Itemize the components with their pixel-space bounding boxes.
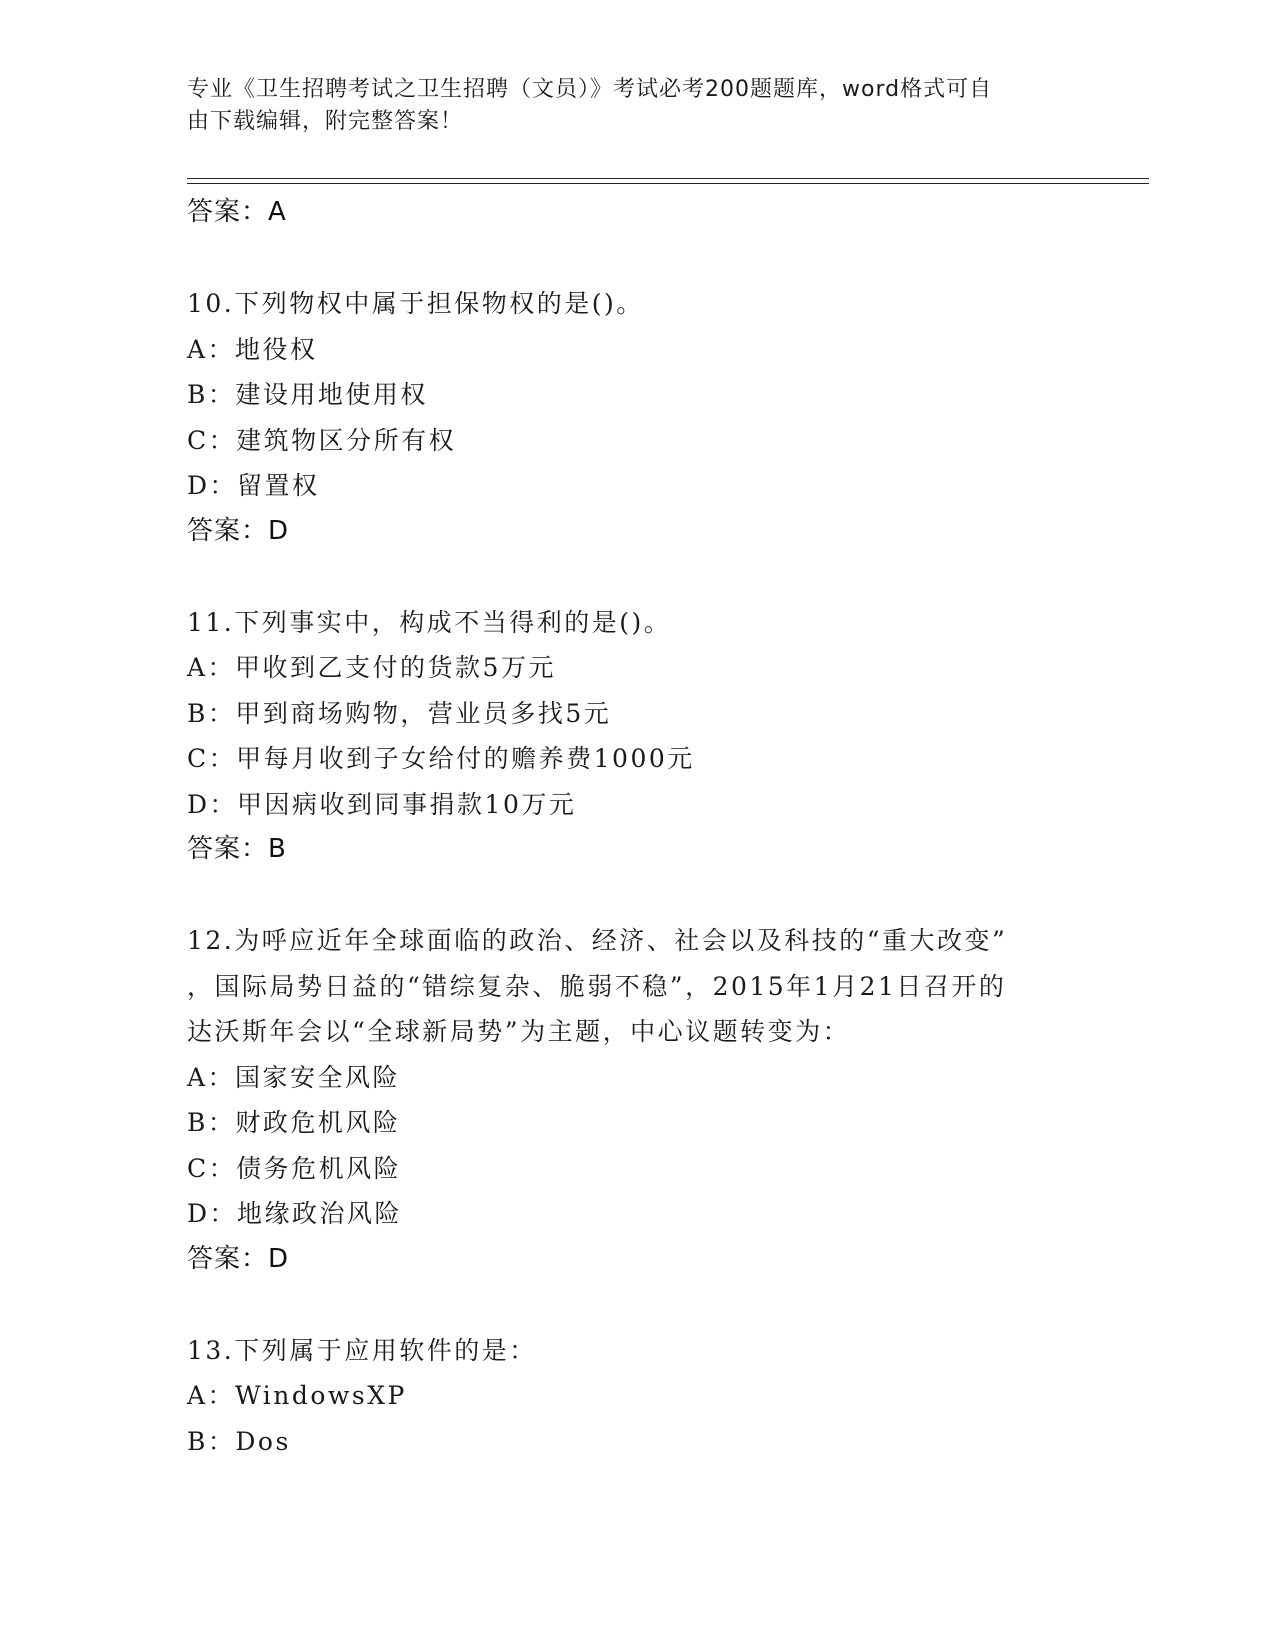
answer-label: 答案：D bbox=[187, 1243, 290, 1274]
option-d: D：甲因病收到同事捐款10万元 bbox=[187, 789, 577, 819]
option-b: B：建设用地使用权 bbox=[187, 380, 428, 409]
option-a: A：地役权 bbox=[187, 334, 318, 364]
spacer bbox=[187, 873, 1147, 919]
option-b: B：甲到商场购物，营业员多找5元 bbox=[187, 698, 612, 728]
answer-label: 答案：B bbox=[187, 834, 287, 864]
header-divider-bottom bbox=[187, 183, 1149, 184]
document-header bbox=[187, 74, 1067, 138]
option-a: A：国家安全风险 bbox=[187, 1062, 401, 1092]
question-stem: 12.为呼应近年全球面临的政治、经济、社会以及科技的“重大改变” bbox=[187, 926, 1008, 955]
option-d: D：留置权 bbox=[187, 471, 320, 500]
option-c: C：甲每月收到子女给付的赡养费1000元 bbox=[187, 744, 695, 773]
spacer bbox=[187, 236, 1147, 282]
option-c: C：建筑物区分所有权 bbox=[187, 425, 457, 455]
question-stem-continued: ，国际局势日益的“错综复杂、脆弱不稳”，2015年1月21日召开的 bbox=[187, 971, 1007, 1001]
question-block bbox=[187, 918, 1147, 1282]
option-a: A：甲收到乙支付的货款5万元 bbox=[187, 653, 556, 682]
answer-label: 答案：D bbox=[187, 515, 290, 546]
header-line-1: 专业《卫生招聘考试之卫生招聘（文员）》考试必考200题题库，word格式可自 bbox=[187, 77, 993, 102]
spacer bbox=[187, 554, 1147, 600]
question-block bbox=[187, 600, 1147, 873]
question-stem: 10.下列物权中属于担保物权的是()。 bbox=[187, 289, 644, 318]
previous-answer: 答案：A bbox=[187, 197, 287, 227]
option-b: B：Dos bbox=[187, 1426, 291, 1456]
spacer bbox=[187, 1282, 1147, 1328]
question-block bbox=[187, 281, 1147, 554]
option-a: A：WindowsXP bbox=[187, 1381, 407, 1410]
question-stem-continued: 达沃斯年会以“全球新局势”为主题，中心议题转变为： bbox=[187, 1017, 851, 1046]
question-stem: 13.下列属于应用软件的是： bbox=[187, 1335, 537, 1365]
option-d: D：地缘政治风险 bbox=[187, 1199, 403, 1228]
header-divider-top bbox=[187, 178, 1149, 179]
question-block bbox=[187, 1328, 1147, 1465]
question-stem: 11.下列事实中，构成不当得利的是()。 bbox=[187, 607, 672, 637]
document-body bbox=[187, 190, 1147, 1464]
header-line-2: 由下载编辑，附完整答案！ bbox=[187, 109, 464, 134]
option-b: B：财政危机风险 bbox=[187, 1108, 401, 1137]
option-c: C：债务危机风险 bbox=[187, 1153, 402, 1183]
